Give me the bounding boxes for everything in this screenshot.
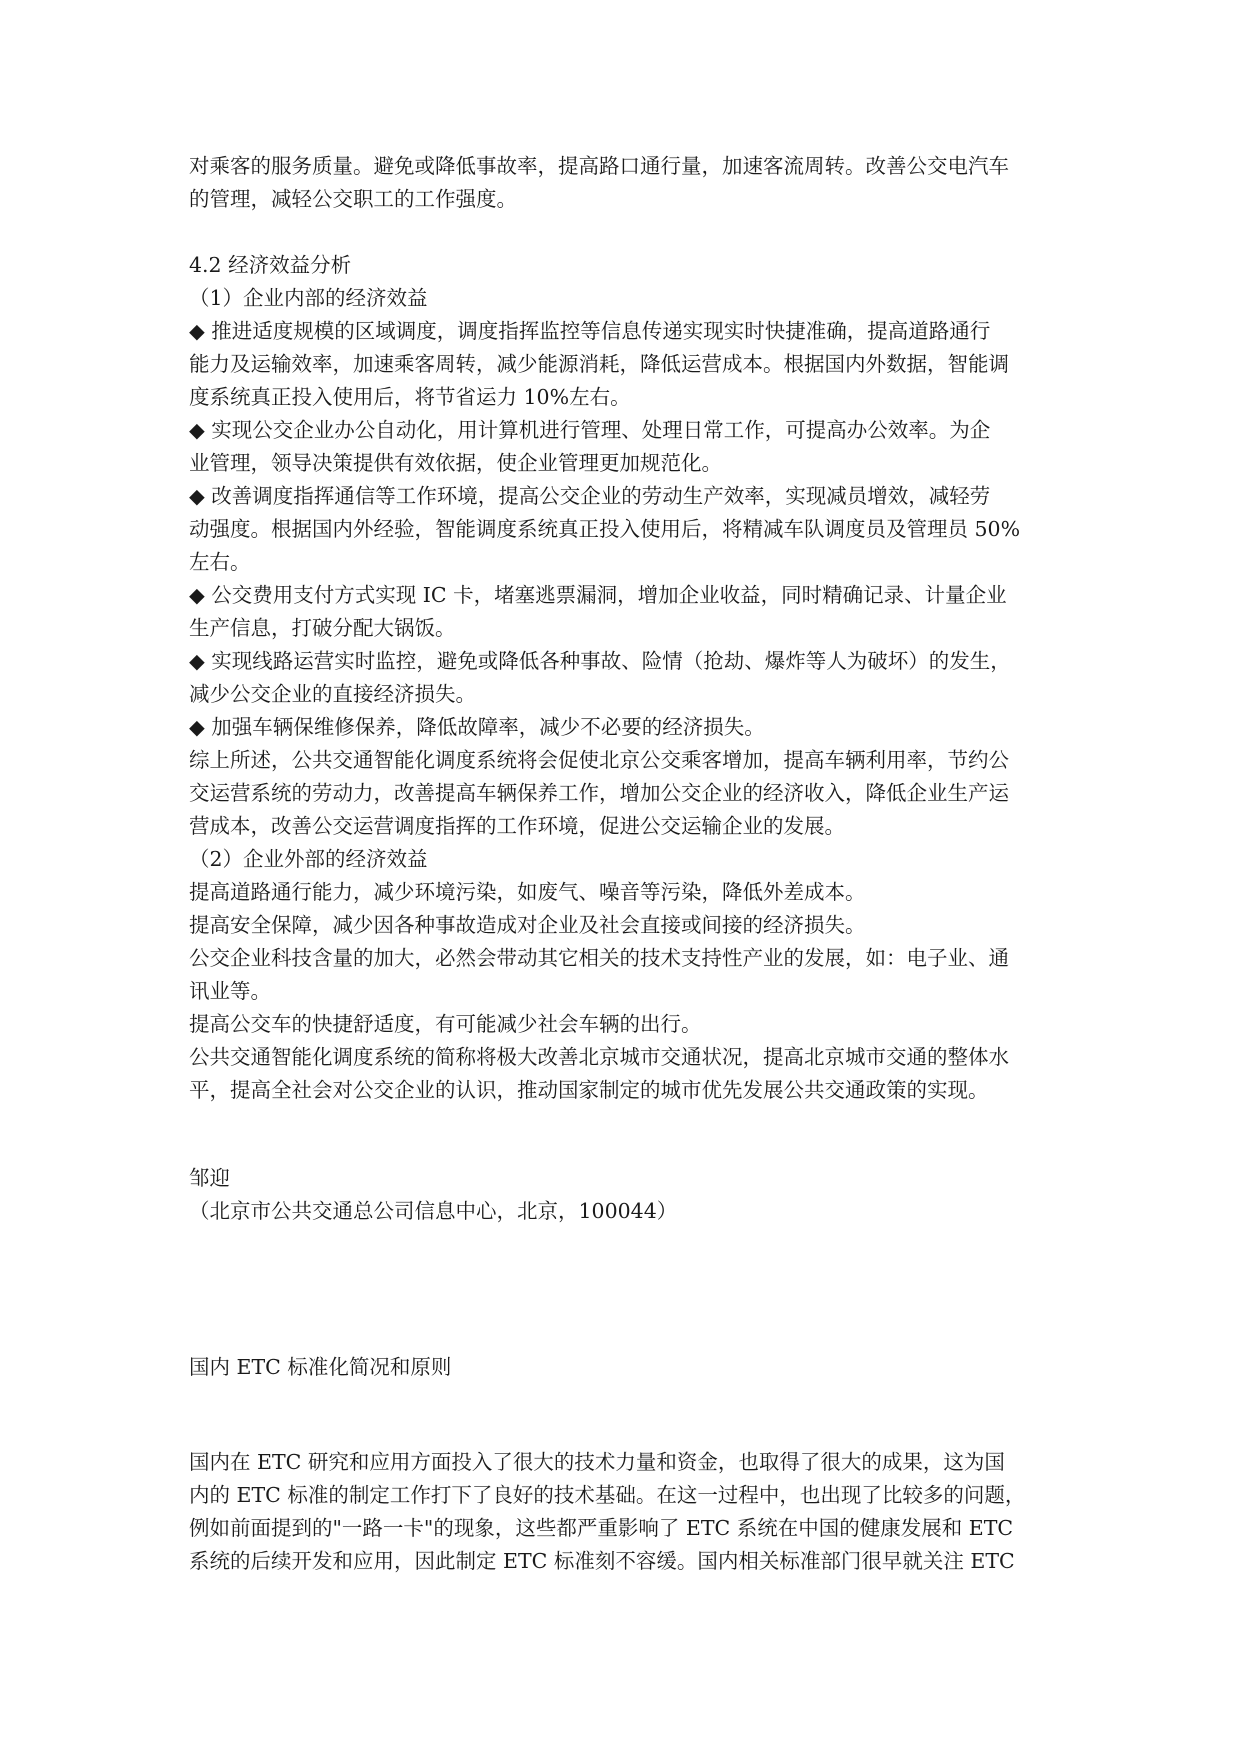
section-4-2 (189, 249, 1059, 1107)
text-line: 业管理，领导决策提供有效依据，使企业管理更加规范化。 (189, 451, 722, 475)
text-line: ◆ 推进适度规模的区域调度，调度指挥监控等信息传递实现实时快捷准确，提高道路通行 (189, 319, 991, 343)
text-line: 生产信息，打破分配大锅饭。 (189, 616, 456, 640)
text-line: ◆ 实现线路运营实时监控，避免或降低各种事故、险情（抢劫、爆炸等人为破坏）的发生， (189, 649, 1011, 673)
text-line: 综上所述，公共交通智能化调度系统将会促使北京公交乘客增加，提高车辆利用率，节约公 (189, 748, 1009, 772)
text-line: 平，提高全社会对公交企业的认识，推动国家制定的城市优先发展公共交通政策的实现。 (189, 1078, 989, 1102)
text-line: 公共交通智能化调度系统的简称将极大改善北京城市交通状况，提高北京城市交通的整体水 (189, 1045, 1009, 1069)
text-line: 内的 ETC 标准的制定工作打下了良好的技术基础。在这一过程中，也出现了比较多的问题， (189, 1483, 1026, 1507)
text-line: 的管理，减轻公交职工的工作强度。 (189, 187, 517, 211)
article2-body (189, 1446, 1059, 1578)
text-line: 营成本，改善公交运营调度指挥的工作环境，促进公交运输企业的发展。 (189, 814, 845, 838)
author-block (189, 1162, 1059, 1228)
subsection-heading: （1）企业内部的经济效益 (189, 286, 428, 310)
text-line: ◆ 加强车辆保维修保养，降低故障率，减少不必要的经济损失。 (189, 715, 765, 739)
text-line: ◆ 公交费用支付方式实现 IC 卡，堵塞逃票漏洞，增加企业收益，同时精确记录、计量企业 (189, 583, 1007, 607)
text-line: ◆ 改善调度指挥通信等工作环境，提高公交企业的劳动生产效率，实现减员增效，减轻劳 (189, 484, 991, 508)
text-line: 提高道路通行能力，减少环境污染，如废气、噪音等污染，降低外差成本。 (189, 880, 866, 904)
article-title: 国内 ETC 标准化简况和原则 (189, 1355, 452, 1379)
text-line: 公交企业科技含量的加大，必然会带动其它相关的技术支持性产业的发展，如：电子业、通 (189, 946, 1009, 970)
text-line: 提高安全保障，减少因各种事故造成对企业及社会直接或间接的经济损失。 (189, 913, 866, 937)
text-line: 左右。 (189, 550, 251, 574)
text-line: 国内在 ETC 研究和应用方面投入了很大的技术力量和资金，也取得了很大的成果，这为国 (189, 1450, 1005, 1474)
author-affiliation: （北京市公共交通总公司信息中心，北京，100044） (189, 1199, 678, 1223)
text-line: 例如前面提到的"一路一卡"的现象，这些都严重影响了 ETC 系统在中国的健康发展和 ETC (189, 1516, 1014, 1540)
text-line: 动强度。根据国内外经验，智能调度系统真正投入使用后，将精减车队调度员及管理员 50% (189, 517, 1021, 541)
text-line: 对乘客的服务质量。避免或降低事故率，提高路口通行量，加速客流周转。改善公交电汽车 (189, 154, 1009, 178)
author-name: 邹迎 (189, 1166, 230, 1190)
text-line: 能力及运输效率，加速乘客周转，减少能源消耗，降低运营成本。根据国内外数据，智能调 (189, 352, 1009, 376)
subsection-heading: （2）企业外部的经济效益 (189, 847, 428, 871)
text-line: 提高公交车的快捷舒适度，有可能减少社会车辆的出行。 (189, 1012, 702, 1036)
text-line: 讯业等。 (189, 979, 271, 1003)
article2-title-block (189, 1351, 1059, 1384)
section-heading: 4.2 经济效益分析 (189, 253, 352, 277)
text-line: 减少公交企业的直接经济损失。 (189, 682, 476, 706)
text-line: 系统的后续开发和应用，因此制定 ETC 标准刻不容缓。国内相关标准部门很早就关注 ETC (189, 1549, 1015, 1573)
text-line: 度系统真正投入使用后，将节省运力 10%左右。 (189, 385, 631, 409)
top-paragraph (189, 150, 1059, 216)
text-line: ◆ 实现公交企业办公自动化，用计算机进行管理、处理日常工作，可提高办公效率。为企 (189, 418, 991, 442)
text-line: 交运营系统的劳动力，改善提高车辆保养工作，增加公交企业的经济收入，降低企业生产运 (189, 781, 1009, 805)
